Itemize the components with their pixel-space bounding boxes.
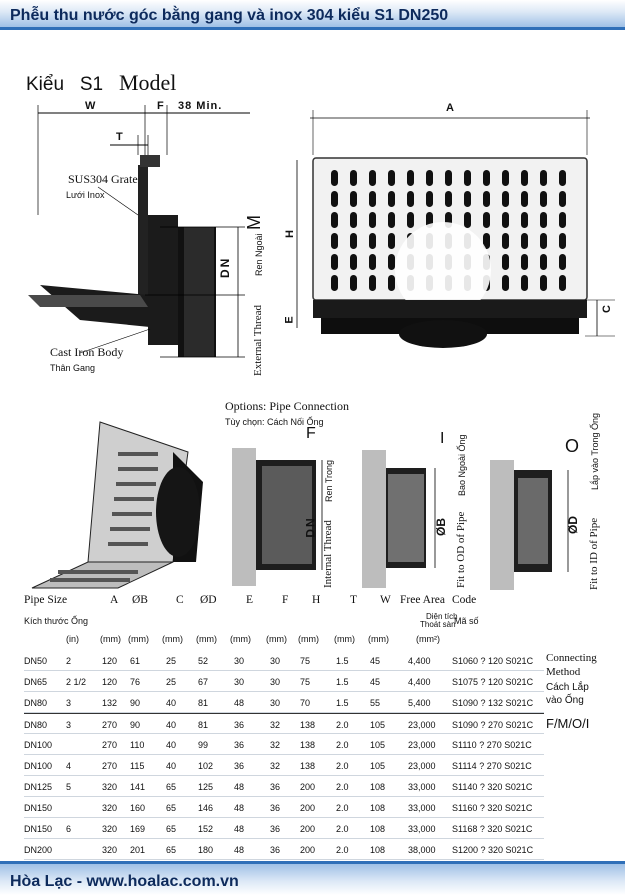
table-cell: 36	[270, 782, 281, 792]
dim-h: H	[283, 230, 296, 238]
table-cell: 138	[300, 761, 316, 771]
grate-slot	[540, 191, 547, 207]
table-cell: 32	[270, 720, 281, 730]
table-cell: 48	[234, 845, 245, 855]
grate-slot	[407, 170, 414, 186]
grate-slot	[445, 191, 452, 207]
table-cell: 65	[166, 782, 177, 792]
table-cell: 320	[102, 824, 118, 834]
table-cell: 32	[270, 761, 281, 771]
dim-w: W	[85, 100, 98, 112]
grate-slot	[369, 254, 376, 270]
grate-slot	[502, 212, 509, 228]
grate-slot	[540, 212, 547, 228]
dim-t: T	[116, 131, 123, 143]
grate-slot	[426, 170, 433, 186]
table-row	[24, 650, 544, 671]
table-cell: 76	[130, 677, 141, 687]
table-cell: 270	[102, 720, 118, 730]
grate-slot	[502, 170, 509, 186]
table-cell: S1140 ? 320 S021C	[452, 782, 533, 792]
grate-slot	[388, 275, 395, 291]
grate-slot	[369, 170, 376, 186]
table-cell: 23,000	[408, 720, 436, 730]
table-cell: 2.0	[336, 782, 349, 792]
model-heading	[26, 70, 176, 96]
table-cell: 200	[300, 782, 316, 792]
table-cell: DN50	[24, 656, 48, 666]
dim-d: ØD	[566, 516, 580, 534]
table-cell: 33,000	[408, 782, 436, 792]
int-thread-label: Internal Thread	[322, 520, 334, 588]
table-cell: 120	[102, 677, 118, 687]
table-cell: 32	[270, 740, 281, 750]
table-row	[24, 755, 544, 776]
table-cell: 4	[66, 761, 72, 771]
table-cell: 2	[66, 656, 72, 666]
unit-cell: (mm)	[230, 634, 251, 644]
table-header-cell: ØB	[132, 594, 148, 606]
table-cell: 90	[130, 698, 141, 708]
table-header-cell: Free Area	[400, 594, 446, 606]
grate-slot	[483, 170, 490, 186]
dim-o: O	[565, 436, 580, 456]
dim-min: 38 Min.	[178, 100, 223, 112]
table-cell: S1090 ? 270 S021C	[452, 720, 534, 730]
id-label-vn: Lắp vào Trong Ống	[590, 412, 600, 490]
grate-slot	[350, 254, 357, 270]
dim-f: F	[157, 100, 164, 112]
table-cell: DN200	[24, 845, 53, 855]
grate-slot	[388, 212, 395, 228]
table-cell: 23,000	[408, 740, 436, 750]
table-row	[24, 713, 544, 734]
table-cell: DN150	[24, 824, 53, 834]
grate-slot	[407, 191, 414, 207]
table-cell: S1090 ? 132 S021C	[452, 698, 534, 708]
grate-slot	[464, 191, 471, 207]
table-cell: 2.0	[336, 845, 349, 855]
grate-slot	[350, 233, 357, 249]
table-cell: S1114 ? 270 S021C	[452, 761, 532, 771]
ext-thread-label: External Thread	[252, 305, 264, 376]
table-cell: 201	[130, 845, 146, 855]
grate-slot	[502, 254, 509, 270]
side-section-drawing	[20, 95, 280, 385]
table-cell: 48	[234, 824, 245, 834]
grate-slot	[350, 191, 357, 207]
table-cell: 169	[130, 824, 146, 834]
area-header-vn: Diện tích	[426, 612, 458, 621]
table-header-cell: E	[246, 594, 254, 606]
grate-slot	[540, 254, 547, 270]
grate-slot	[521, 170, 528, 186]
table-cell: 320	[102, 782, 118, 792]
footer-text: Hòa Lạc - www.hoalac.com.vn	[10, 873, 239, 890]
options-label: Options: Pipe Connection	[225, 399, 349, 413]
table-cell: 65	[166, 824, 177, 834]
table-cell: 108	[370, 845, 386, 855]
table-cell: 2.0	[336, 803, 349, 813]
table-cell: 36	[270, 845, 281, 855]
table-cell: S1110 ? 270 S021C	[452, 740, 532, 750]
table-cell: 125	[198, 782, 214, 792]
table-cell: 99	[198, 740, 209, 750]
table-cell: 110	[130, 740, 145, 750]
dim-a: A	[446, 102, 454, 114]
table-cell: 108	[370, 824, 386, 834]
table-cell: S1060 ? 120 S021C	[452, 656, 534, 666]
table-cell: 2.0	[336, 761, 349, 771]
unit-cell: (mm)	[196, 634, 217, 644]
table-cell: 138	[300, 740, 316, 750]
table-cell: 132	[102, 698, 118, 708]
grate-slot	[502, 275, 509, 291]
table-cell: 48	[234, 803, 245, 813]
grate-slot	[521, 233, 528, 249]
table-cell: 2.0	[336, 720, 349, 730]
body-label-vn: Thân Gang	[50, 363, 96, 373]
od-label-vn: Bao Ngoài Ống	[457, 434, 467, 496]
grate-slot	[331, 233, 338, 249]
table-cell: 200	[300, 845, 316, 855]
dim-dn-2: DN	[303, 516, 318, 538]
table-cell: 25	[166, 677, 177, 687]
table-row	[24, 776, 544, 797]
table-cell: 67	[198, 677, 209, 687]
unit-cell: (mm)	[368, 634, 389, 644]
dim-e: E	[283, 316, 296, 324]
grate-label-vn: Lưới Inox	[66, 190, 105, 200]
connecting-vn-2: vào Ống	[546, 695, 584, 706]
page-title: Phễu thu nước góc bằng gang và inox 304 kiểu S1 DN250	[10, 7, 449, 24]
grate-slot	[464, 170, 471, 186]
table-cell: 75	[300, 677, 311, 687]
grate-slot	[331, 191, 338, 207]
table-cell: 2 1/2	[66, 677, 87, 687]
body-label: Cast Iron Body	[50, 345, 124, 359]
unit-cell: (mm)	[266, 634, 287, 644]
table-row	[24, 692, 544, 713]
table-cell: 81	[198, 698, 209, 708]
table-cell: 146	[198, 803, 214, 813]
table-cell: 200	[300, 824, 316, 834]
table-cell: 70	[300, 698, 311, 708]
area-header-vn-2: Thoát sàn	[420, 620, 456, 629]
table-header-cell: T	[350, 594, 358, 606]
table-cell: 23,000	[408, 761, 436, 771]
table-cell: S1075 ? 120 S021C	[452, 677, 534, 687]
table-cell: 1.5	[336, 698, 349, 708]
pipe-connection-drawings	[230, 440, 620, 590]
table-header-cell: F	[282, 594, 289, 606]
table-header-cell: C	[176, 594, 184, 606]
table-cell: 30	[234, 656, 245, 666]
grate-slot	[540, 275, 547, 291]
table-cell: 5,400	[408, 698, 431, 708]
grate-slot	[521, 191, 528, 207]
grate-slot	[559, 275, 566, 291]
table-cell: 61	[130, 656, 141, 666]
table-header-cell: Code	[452, 594, 477, 606]
table-cell: 270	[102, 740, 118, 750]
table-cell: 4,400	[408, 677, 431, 687]
table-header-cell: Pipe Size	[24, 594, 68, 606]
grate-slot	[559, 191, 566, 207]
grate-slot	[521, 254, 528, 270]
table-cell: 36	[234, 720, 245, 730]
unit-cell: (mm)	[334, 634, 355, 644]
connecting-vn: Cách Lắp	[546, 682, 589, 693]
table-cell: 38,000	[408, 845, 436, 855]
table-header-cell: W	[380, 594, 391, 606]
table-cell: 3	[66, 720, 72, 730]
grate-slot	[407, 212, 414, 228]
method-label: Method	[546, 666, 581, 678]
title-bar	[0, 0, 625, 30]
table-cell: 180	[198, 845, 214, 855]
table-cell: 2.0	[336, 740, 349, 750]
dim-m: M	[244, 215, 264, 230]
table-cell: 30	[234, 677, 245, 687]
grate-slot	[502, 191, 509, 207]
grate-slot	[426, 191, 433, 207]
grate-slot	[483, 212, 490, 228]
table-cell: 1.5	[336, 677, 349, 687]
table-cell: 102	[198, 761, 214, 771]
table-cell: 40	[166, 761, 177, 771]
table-cell: 48	[234, 698, 245, 708]
table-cell: 30	[270, 656, 281, 666]
grate-slot	[369, 212, 376, 228]
grate-slot	[388, 233, 395, 249]
table-cell: 65	[166, 845, 177, 855]
table-cell: 81	[198, 720, 209, 730]
grate-slot	[559, 233, 566, 249]
grate-slot	[483, 191, 490, 207]
od-label: Fit to OD of Pipe	[455, 511, 467, 588]
table-header-cell: H	[312, 594, 321, 606]
dim-i: I	[440, 430, 445, 447]
table-cell: 33,000	[408, 803, 436, 813]
unit-cell: (mm)	[162, 634, 183, 644]
unit-cell: (mm)	[298, 634, 319, 644]
table-cell: 40	[166, 720, 177, 730]
table-cell: 320	[102, 845, 118, 855]
grate-slot	[540, 170, 547, 186]
grate-slot	[331, 170, 338, 186]
table-cell: 270	[102, 761, 118, 771]
table-cell: 45	[370, 656, 381, 666]
table-cell: 45	[370, 677, 381, 687]
size-header-vn: Kích thước Ống	[24, 616, 88, 626]
table-cell: 36	[270, 803, 281, 813]
dim-c: C	[600, 305, 613, 313]
grate-slot	[559, 212, 566, 228]
table-cell: S1168 ? 320 S021C	[452, 824, 533, 834]
table-cell: 52	[198, 656, 209, 666]
table-row	[24, 797, 544, 818]
grate-slot	[388, 254, 395, 270]
table-row	[24, 839, 544, 860]
grate-slot	[502, 233, 509, 249]
table-cell: 108	[370, 803, 386, 813]
grate-slot	[521, 275, 528, 291]
grate-slot	[540, 233, 547, 249]
connecting-label: Connecting	[546, 652, 597, 664]
table-cell: 4,400	[408, 656, 431, 666]
table-cell: DN80	[24, 698, 48, 708]
table-cell: 120	[102, 656, 118, 666]
table-row	[24, 734, 544, 755]
table-cell: 2.0	[336, 824, 349, 834]
grate-slot	[445, 170, 452, 186]
table-cell: 36	[234, 761, 245, 771]
grate-slot	[331, 212, 338, 228]
unit-cell: (in)	[66, 634, 79, 644]
int-thread-label-vn: Ren Trong	[324, 459, 334, 502]
table-header-cell: A	[110, 594, 119, 606]
table-cell: 105	[370, 740, 386, 750]
table-cell: 36	[270, 824, 281, 834]
table-cell: 30	[270, 698, 281, 708]
grate-slot	[559, 254, 566, 270]
dim-f-2: F	[306, 425, 316, 442]
grate-slot	[331, 254, 338, 270]
table-cell: DN80	[24, 720, 48, 730]
table-cell: 40	[166, 698, 177, 708]
table-row	[24, 671, 544, 692]
dim-b: ØB	[434, 518, 448, 536]
isometric-drawing	[28, 412, 228, 592]
code-header-vn: Mã số	[454, 616, 479, 626]
table-cell: 160	[130, 803, 146, 813]
grate-slot	[350, 275, 357, 291]
table-cell: DN100	[24, 761, 53, 771]
table-cell: 115	[130, 761, 145, 771]
table-cell: 48	[234, 782, 245, 792]
table-cell: 90	[130, 720, 141, 730]
table-row	[24, 818, 544, 839]
grate-slot	[464, 212, 471, 228]
ext-thread-label-vn: Ren Ngoài	[254, 233, 264, 276]
model-code: S1	[79, 74, 104, 95]
table-cell: DN150	[24, 803, 53, 813]
table-header-cell: ØD	[200, 594, 217, 606]
table-cell: DN100	[24, 740, 53, 750]
grate-slot	[388, 191, 395, 207]
unit-cell: (mm)	[100, 634, 121, 644]
table-cell: 30	[270, 677, 281, 687]
grate-label: SUS304 Grate	[68, 172, 138, 186]
table-cell: 33,000	[408, 824, 436, 834]
table-cell: 320	[102, 803, 118, 813]
grate-slot	[388, 170, 395, 186]
table-cell: 65	[166, 803, 177, 813]
table-cell: DN125	[24, 782, 53, 792]
table-cell: 108	[370, 782, 386, 792]
table-cell: DN65	[24, 677, 48, 687]
table-cell: 105	[370, 720, 386, 730]
table-cell: 3	[66, 698, 72, 708]
grate-slot	[369, 275, 376, 291]
grate-slot	[369, 233, 376, 249]
grate-slot	[559, 170, 566, 186]
table-cell: 55	[370, 698, 381, 708]
options-label-vn: Tùy chọn: Cách Nối Ống	[225, 417, 324, 427]
table-cell: 105	[370, 761, 386, 771]
unit-cell: (mm)	[128, 634, 149, 644]
table-cell: 40	[166, 740, 177, 750]
table-cell: 6	[66, 824, 72, 834]
table-cell: S1160 ? 320 S021C	[452, 803, 533, 813]
table-cell: 5	[66, 782, 72, 792]
model-en: Model	[118, 70, 177, 95]
table-cell: 1.5	[336, 656, 349, 666]
grate-slot	[350, 212, 357, 228]
table-cell: 36	[234, 740, 245, 750]
table-cell: 138	[300, 720, 316, 730]
grate-slot	[521, 212, 528, 228]
dim-dn: DN	[218, 256, 232, 278]
table-cell: 200	[300, 803, 316, 813]
table-cell: S1200 ? 320 S021C	[452, 845, 534, 855]
grate-slot	[369, 191, 376, 207]
footer-bar	[0, 861, 625, 895]
table-cell: 141	[130, 782, 146, 792]
table-cell: 25	[166, 656, 177, 666]
connection-codes: F/M/O/I	[546, 716, 590, 731]
id-label: Fit to ID of Pipe	[588, 517, 600, 590]
grate-slot	[331, 275, 338, 291]
front-view-drawing	[285, 100, 615, 360]
model-vn: Kiểu	[26, 74, 65, 95]
unit-cell: (mm²)	[416, 634, 440, 644]
table-cell: 75	[300, 656, 311, 666]
grate-slot	[350, 170, 357, 186]
table-cell: 152	[198, 824, 214, 834]
